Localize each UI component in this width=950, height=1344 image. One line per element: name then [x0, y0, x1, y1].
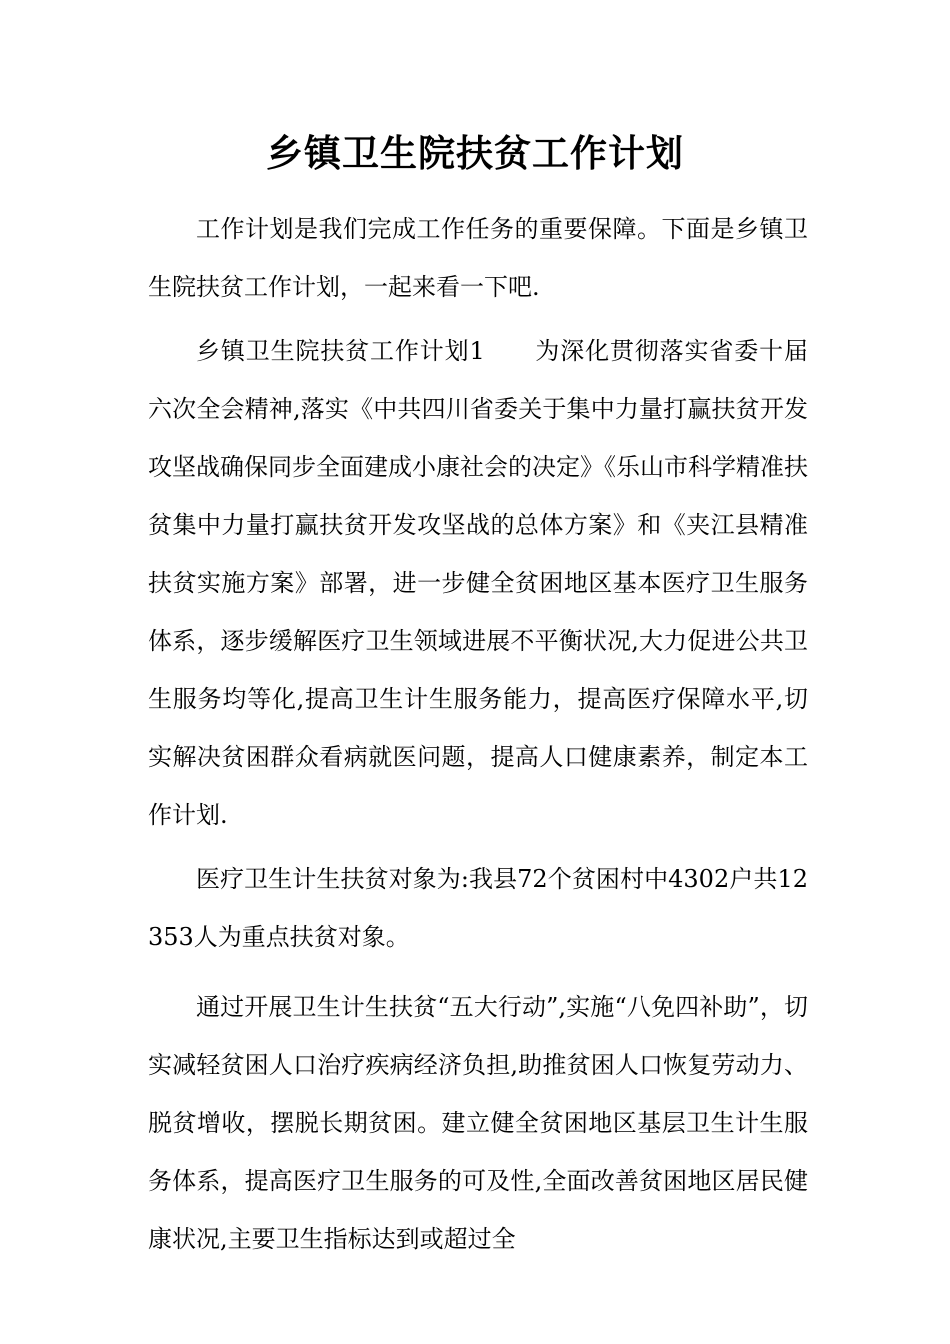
document-title: 乡镇卫生院扶贫工作计划 — [266, 131, 684, 175]
document-body — [148, 200, 808, 1274]
paragraph-intro: 工作计划是我们完成工作任务的重要保障。下面是乡镇卫生院扶贫工作计划，一起来看一下吧. — [148, 215, 808, 301]
paragraph-target: 医疗卫生计生扶贫对象为:我县72个贫困村中4302户共12353人为重点扶贫对象。 — [148, 865, 808, 951]
paragraph-plan-1: 乡镇卫生院扶贫工作计划1 为深化贯彻落实省委十届六次全会精神,落实《中共四川省委关于集中力量打赢扶贫开发攻坚战确保同步全面建成小康社会的决定》《乐山市科学精准扶贫集中力量打赢扶贫开发攻坚战的总体方案》和《夹江县精准扶贫实施方案》部署，进一步健全贫困地区基本医疗卫生服务体系，逐步缓解医疗卫生领域进展不平衡状况,大力促进公共卫生服务均等化,提高卫生计生服务能力，提高医疗保障水平,切实解决贫困群众看病就医问题，提高人口健康素养，制定本工作计划. — [148, 337, 808, 829]
paragraph-actions: 通过开展卫生计生扶贫“五大行动”,实施“八免四补助”，切实减轻贫困人口治疗疾病经济负担,助推贫困人口恢复劳动力、脱贫增收，摆脱长期贫困。建立健全贫困地区基层卫生计生服务体系，提高医疗卫生服务的可及性,全面改善贫困地区居民健康状况,主要卫生指标达到或超过全 — [148, 993, 808, 1253]
